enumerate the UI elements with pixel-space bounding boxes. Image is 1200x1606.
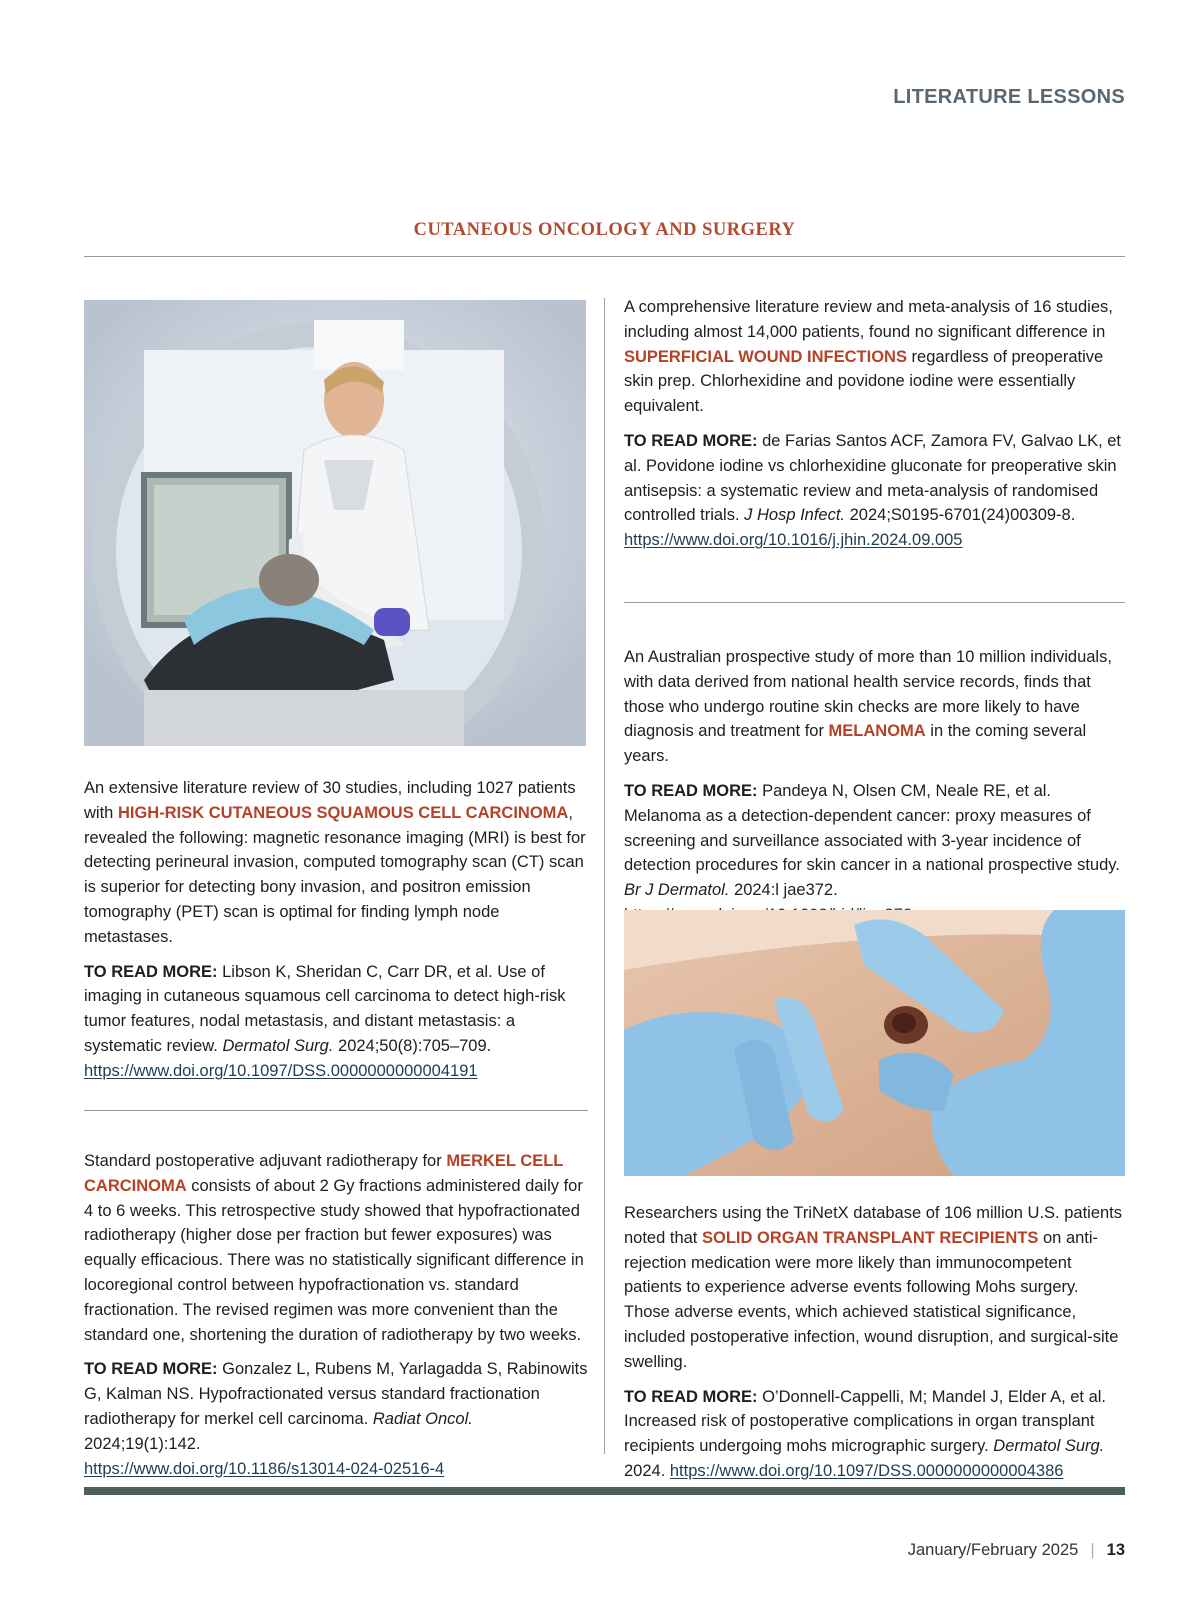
issue-date: January/February 2025	[907, 1541, 1079, 1559]
article-melanoma	[624, 645, 1128, 938]
title-divider	[84, 256, 1125, 257]
article-merkel	[84, 1149, 588, 1491]
article-scc-reference: TO READ MORE: Libson K, Sheridan C, Carr DR, et al. Use of imaging in cutaneous squamous cell carcinoma to detect high-risk tumor features, nodal metastasis, and distant metastasis: a systematic review. Dermatol Surg. 2024;50(8):705–709. https://www.doi.org/10.1097/DSS.0000000000004191	[84, 962, 566, 1080]
read-more-label: TO READ MORE:	[84, 962, 218, 981]
footer-separator: |	[1090, 1541, 1095, 1559]
topic-highlight: MELANOMA	[828, 722, 926, 741]
article-melanoma-reference: TO READ MORE: Pandeya N, Olsen CM, Neale RE, et al. Melanoma as a detection-dependent cancer: proxy measures of screening and surveillance associated with 3-year incidence of detection procedures for skin cancer in a national prospective study. Br J Dermatol. 2024:l jae372.	[624, 779, 1128, 928]
topic-highlight: SUPERFICIAL WOUND INFECTIONS	[624, 347, 907, 366]
footer-bar	[84, 1487, 1125, 1495]
column-divider	[604, 298, 605, 1454]
article-wound-infections	[624, 295, 1128, 563]
page-footer	[908, 1541, 1125, 1560]
article-melanoma-body: An Australian prospective study of more than 10 million individuals, with data derived from national health service records, finds that those who undergo routine skin checks are more likely to have diagnosis and treatment for MELANOMA in the coming several years.	[624, 648, 1112, 766]
article-wound-reference: TO READ MORE: de Farias Santos ACF, Zamora FV, Galvao LK, et al. Povidone iodine vs chlorhexidine gluconate for preoperative skin antisepsis: a systematic review and meta-analysis of randomised controlled trials. J Hosp Infect. 2024;S0195-6701(24)00309-8. https://www.doi.org/10.1016/j.jhin.2024.09.005	[624, 431, 1122, 550]
section-title: CUTANEOUS ONCOLOGY AND SURGERY	[413, 220, 796, 240]
page-number: 13	[1106, 1541, 1125, 1559]
reference-link[interactable]: https://www.doi.org/10.1097/DSS.0000000000004191	[84, 1061, 478, 1080]
topic-highlight: MERKEL CELL CARCINOMA	[84, 1152, 564, 1195]
read-more-label: TO READ MORE:	[624, 431, 758, 450]
read-more-label: TO READ MORE:	[624, 1387, 758, 1406]
skin-exam-photo	[624, 910, 1125, 1176]
article-scc	[84, 776, 588, 1094]
article-divider	[84, 1110, 588, 1111]
reference-link[interactable]: https://www.doi.org/10.1186/s13014-024-02516-4	[84, 1459, 445, 1478]
read-more-label: TO READ MORE:	[84, 1360, 218, 1379]
topic-highlight: SOLID ORGAN TRANSPLANT RECIPIENTS	[701, 1228, 1039, 1247]
topic-highlight: HIGH-RISK CUTANEOUS SQUAMOUS CELL CARCINOMA	[117, 803, 569, 822]
reference-link[interactable]: https://www.doi.org/10.1097/DSS.0000000000004386	[669, 1461, 1064, 1480]
read-more-label: TO READ MORE:	[624, 781, 758, 800]
article-transplant-reference: TO READ MORE: O’Donnell-Cappelli, M; Mandel J, Elder A, et al. Increased risk of postoperative complications in organ transplant recipients undergoing mohs micrographic surgery. Dermatol Surg. 2024. https://www.doi.org/10.1097/DSS.0000000000004386	[624, 1387, 1107, 1480]
ct-scan-photo	[84, 300, 586, 746]
article-transplant	[624, 1201, 1128, 1494]
article-scc-body: An extensive literature review of 30 studies, including 1027 patients with HIGH-RISK CUTANEOUS SQUAMOUS CELL CARCINOMA, revealed the following: magnetic resonance imaging (MRI) is best for detecting perineural invasion, computed tomography scan (CT) scan is superior for detecting bony invasion, and positron emission tomography (PET) scan is optimal for finding lymph node metastases.	[84, 779, 586, 946]
section-label: LITERATURE LESSONS	[893, 86, 1125, 108]
article-merkel-body: Standard postoperative adjuvant radiotherapy for MERKEL CELL CARCINOMA consists of about 2 Gy fractions administered daily for 4 to 6 weeks. This retrospective study showed that hypofractionated radiotherapy (higher dose per fraction but fewer exposures) was equally efficacious. There was no statistically significant difference in locoregional control between hypofractionation vs. standard fractionation. The revised regimen was more convenient than the standard one, shortening the duration of radiotherapy by two weeks.	[84, 1152, 584, 1344]
article-divider	[624, 602, 1125, 603]
article-wound-body: A comprehensive literature review and meta-analysis of 16 studies, including almost 14,000 patients, found no significant difference in SUPERFICIAL WOUND INFECTIONS regardless of preoperative skin prep. Chlorhexidine and povidone iodine were essentially equivalent.	[624, 298, 1113, 416]
article-merkel-reference: TO READ MORE: Gonzalez L, Rubens M, Yarlagadda S, Rabinowits G, Kalman NS. Hypofractionated versus standard fractionation radiotherapy for merkel cell carcinoma. Radiat Oncol. 2024;19(1):142. https://www.doi.org/10.1186/s13014-024-02516-4	[84, 1360, 588, 1478]
reference-link[interactable]: https://www.doi.org/10.1016/j.jhin.2024.09.005	[624, 531, 963, 550]
article-transplant-body: Researchers using the TriNetX database of 106 million U.S. patients noted that SOLID ORGAN TRANSPLANT RECIPIENTS on anti-rejection medication were more likely than immunocompetent patients to experience adverse events following Mohs surgery. Those adverse events, which achieved statistical significance, included postoperative infection, wound disruption, and surgical-site swelling.	[624, 1204, 1123, 1371]
